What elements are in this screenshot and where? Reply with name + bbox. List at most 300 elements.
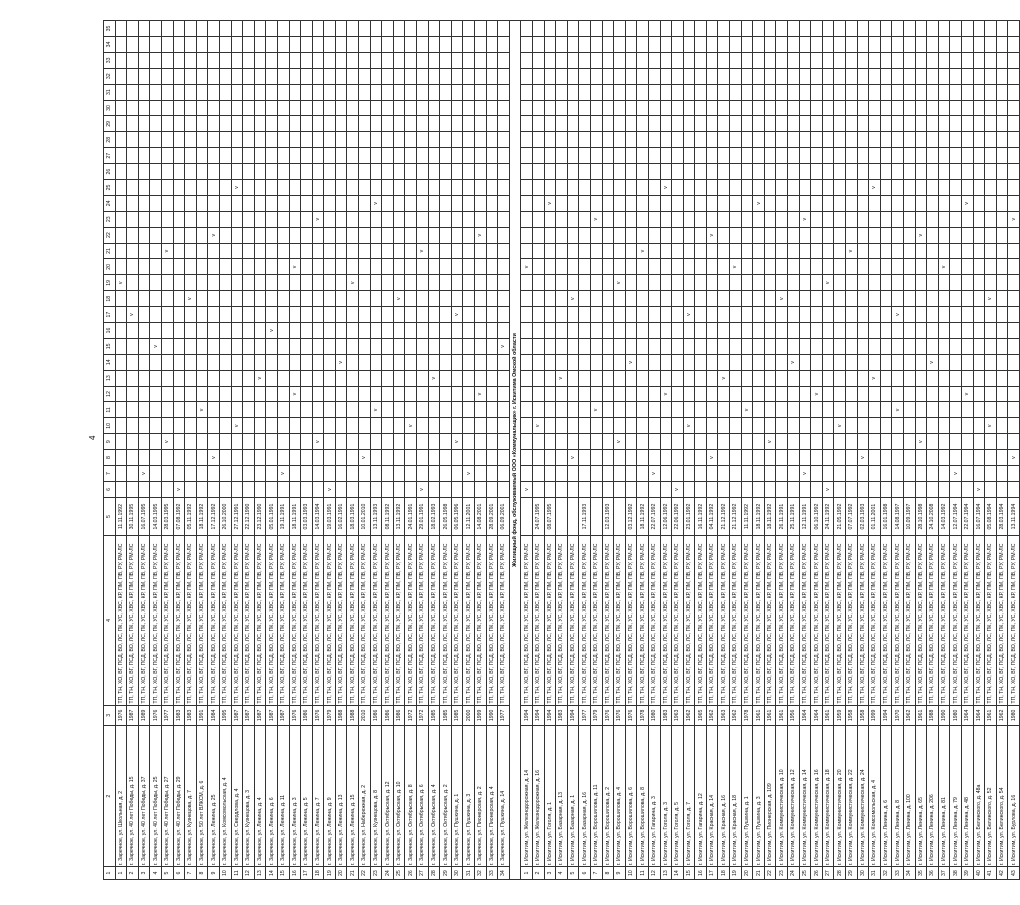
mark-cell [660,275,672,291]
mark-cell [521,164,533,180]
mark-cell [1008,275,1020,291]
mark-cell [660,148,672,164]
mark-cell: v [961,386,973,402]
year-cell: 1986 [370,705,382,726]
mark-cell [335,21,347,37]
mark-cell [405,243,417,259]
mark-cell [625,148,637,164]
mark-cell [938,481,950,497]
mark-cell [985,37,997,53]
mark-cell [753,132,765,148]
works-cell: ТП, ТН, ХО, ВГ, ПСД, ВО, ЛС, ПК, УС, ХВС, КР, ПМ, ПВ, РУ, РМ-ЛС [243,536,255,705]
mark-cell [335,307,347,323]
mark-cell [231,148,243,164]
mark-cell [312,195,324,211]
year-cell: 1956 [788,705,800,726]
mark-cell [822,466,834,482]
header-cell: 17 [104,307,116,323]
mark-cell [440,259,452,275]
mark-cell [324,132,336,148]
mark-cell [335,259,347,275]
mark-cell [324,68,336,84]
mark-cell [880,307,892,323]
mark-cell [625,418,637,434]
mark-cell [938,21,950,37]
works-cell: ТП, ТН, ХО, ВГ, ПСД, ВО, ЛС, ПК, УС, ХВС, КР, ПМ, ПВ, РУ, РМ-ЛС [637,536,649,705]
mark-cell [277,68,289,84]
mark-cell [961,132,973,148]
mark-cell [196,211,208,227]
mark-cell [150,307,162,323]
mark-cell [138,307,150,323]
mark-cell [625,338,637,354]
mark-cell [950,100,962,116]
mark-cell [834,354,846,370]
address-cell: г. Заречное, ул. Октябрьская, д. 6 [417,726,429,867]
mark-cell [927,275,939,291]
row-number: 43 [1008,867,1020,880]
mark-cell [938,148,950,164]
mark-cell [532,68,544,84]
mark-cell [532,370,544,386]
mark-cell [428,84,440,100]
mark-cell [405,434,417,450]
row-number: 8 [196,867,208,880]
mark-cell [811,132,823,148]
works-cell: ТП, ТН, ХО, ВГ, ПСД, ВО, ЛС, ПК, УС, ХВС, КР, ПМ, ПВ, РУ, РМ-ЛС [150,536,162,705]
mark-cell [417,100,429,116]
mark-cell [115,116,127,132]
header-cell: 11 [104,402,116,418]
mark-cell [996,52,1008,68]
mark-cell [231,434,243,450]
mark-cell [532,227,544,243]
mark-cell [927,227,939,243]
mark-cell [173,450,185,466]
mark-cell: v [451,307,463,323]
header-cell: 26 [104,164,116,180]
mark-cell [753,386,765,402]
date-cell: 12.03.1993 [602,497,614,535]
mark-cell [857,116,869,132]
mark-cell [602,418,614,434]
mark-cell [521,100,533,116]
mark-cell [614,450,626,466]
mark-cell [846,354,858,370]
mark-cell [289,68,301,84]
mark-cell [254,116,266,132]
mark-cell [463,211,475,227]
mark-cell [892,323,904,339]
mark-cell [185,354,197,370]
mark-cell [138,386,150,402]
mark-cell [799,84,811,100]
works-cell: ТП, ТН, ХО, ВГ, ПСД, ВО, ЛС, ПК, УС, ХВС, КР, ПМ, ПВ, РУ, РМ-ЛС [532,536,544,705]
mark-cell [672,354,684,370]
mark-cell [695,370,707,386]
mark-cell [254,481,266,497]
mark-cell [799,195,811,211]
mark-cell [127,164,139,180]
mark-cell [706,434,718,450]
mark-cell [498,370,510,386]
date-cell: 06.05.1996 [451,497,463,535]
table-row [127,21,139,880]
mark-cell [927,68,939,84]
mark-cell [417,291,429,307]
mark-cell [799,100,811,116]
mark-cell [498,481,510,497]
mark-cell [127,180,139,196]
mark-cell: v [973,481,985,497]
mark-cell: v [799,211,811,227]
mark-cell [637,354,649,370]
row-number: 22 [764,867,776,880]
mark-cell [556,37,568,53]
mark-cell [753,291,765,307]
mark-cell [1008,434,1020,450]
mark-cell [277,402,289,418]
mark-cell [138,148,150,164]
mark-cell [590,180,602,196]
mark-cell [312,52,324,68]
mark-cell [127,243,139,259]
mark-cell [846,100,858,116]
mark-cell [961,116,973,132]
mark-cell [312,37,324,53]
mark-cell [590,323,602,339]
table-row [637,21,649,880]
mark-cell [556,275,568,291]
mark-cell [753,418,765,434]
mark-cell [764,291,776,307]
mark-cell [161,370,173,386]
mark-cell [521,275,533,291]
table-row [892,21,904,880]
mark-cell [706,52,718,68]
works-cell: ТП, ТН, ХО, ВГ, ПСД, ВО, ЛС, ПК, УС, ХВС, КР, ПМ, ПВ, РУ, РМ-ЛС [521,536,533,705]
mark-cell [486,52,498,68]
address-cell: г. Заречное, ул. Октябрьская, д. 2 [440,726,452,867]
works-cell: ТП, ТН, ХО, ВГ, ПСД, ВО, ЛС, ПК, УС, ХВС, КР, ПМ, ПВ, РУ, РМ-ЛС [799,536,811,705]
mark-cell [359,148,371,164]
mark-cell [625,180,637,196]
mark-cell [393,338,405,354]
mark-cell [927,132,939,148]
mark-cell [196,164,208,180]
mark-cell [846,52,858,68]
mark-cell [486,116,498,132]
mark-cell [776,338,788,354]
mark-cell [196,259,208,275]
mark-cell [254,21,266,37]
row-number: 8 [602,867,614,880]
mark-cell [312,100,324,116]
mark-cell [880,84,892,100]
mark-cell: v [660,386,672,402]
mark-cell [776,180,788,196]
mark-cell [405,338,417,354]
mark-cell [173,418,185,434]
mark-cell [150,418,162,434]
mark-cell [161,386,173,402]
mark-cell [938,434,950,450]
mark-cell [301,164,313,180]
mark-cell [602,116,614,132]
mark-cell [161,354,173,370]
row-number: 23 [776,867,788,880]
mark-cell [532,402,544,418]
mark-cell [857,100,869,116]
mark-cell [880,195,892,211]
mark-cell [451,84,463,100]
address-cell: г. Искитим, ул. Базарная, д. 1 [567,726,579,867]
mark-cell [799,481,811,497]
mark-cell [486,402,498,418]
mark-cell [451,386,463,402]
mark-cell [903,466,915,482]
rotated-table-wrapper [103,20,1017,880]
mark-cell [718,354,730,370]
mark-cell [892,21,904,37]
mark-cell [312,354,324,370]
mark-cell [115,100,127,116]
year-cell: 1978 [741,705,753,726]
mark-cell [985,354,997,370]
mark-cell [161,402,173,418]
year-cell: 1963 [718,705,730,726]
works-cell: ТП, ТН, ХО, ВГ, ПСД, ВО, ЛС, ПК, УС, ХВС, КР, ПМ, ПВ, РУ, РМ-ЛС [776,536,788,705]
mark-cell [741,291,753,307]
mark-cell [973,100,985,116]
mark-cell [405,164,417,180]
mark-cell [417,68,429,84]
mark-cell [115,227,127,243]
mark-cell [359,481,371,497]
mark-cell [393,180,405,196]
works-cell: ТП, ТН, ХО, ВГ, ПСД, ВО, ЛС, ПК, УС, ХВС, КР, ПМ, ПВ, РУ, РМ-ЛС [347,536,359,705]
mark-cell [417,466,429,482]
year-cell: 1980 [950,705,962,726]
mark-cell [521,386,533,402]
address-cell: г. Искитим, ул. Ленина, д. 79 [950,726,962,867]
table-row [695,21,707,880]
mark-cell [196,291,208,307]
mark-cell [741,418,753,434]
mark-cell [173,148,185,164]
table-row [498,21,510,880]
mark-cell [521,243,533,259]
mark-cell [660,52,672,68]
address-cell: г. Заречное, ул. Октябрьская, д. 8 [405,726,417,867]
mark-cell [625,481,637,497]
row-number: 11 [637,867,649,880]
mark-cell [277,338,289,354]
mark-cell [463,291,475,307]
mark-cell [695,84,707,100]
mark-cell [498,84,510,100]
mark-cell [938,84,950,100]
mark-cell [811,434,823,450]
mark-cell [880,434,892,450]
mark-cell: v [405,418,417,434]
mark-cell [683,243,695,259]
mark-cell [219,434,231,450]
mark-cell [788,450,800,466]
mark-cell [115,338,127,354]
mark-cell [799,52,811,68]
row-number: 16 [289,867,301,880]
mark-cell [602,434,614,450]
mark-cell [324,323,336,339]
mark-cell [451,132,463,148]
mark-cell [417,148,429,164]
mark-cell [799,164,811,180]
mark-cell [753,481,765,497]
mark-cell [463,418,475,434]
mark-cell [370,243,382,259]
row-number: 30 [451,867,463,880]
mark-cell [243,132,255,148]
mark-cell [301,243,313,259]
mark-cell [996,418,1008,434]
mark-cell [683,323,695,339]
mark-cell [324,418,336,434]
mark-cell [393,370,405,386]
address-cell: г. Искитим, ул. Пионерская, д. 109 [764,726,776,867]
mark-cell [985,211,997,227]
mark-cell [602,323,614,339]
mark-cell [428,434,440,450]
mark-cell [706,418,718,434]
mark-cell [822,37,834,53]
mark-cell [695,180,707,196]
mark-cell: v [985,291,997,307]
mark-cell [741,481,753,497]
mark-cell [903,291,915,307]
address-cell: г. Заречное, ул. Ленина, д. 5 [301,726,313,867]
mark-cell [243,116,255,132]
mark-cell [382,450,394,466]
table-row [869,21,881,880]
mark-cell [950,386,962,402]
mark-cell: v [127,307,139,323]
mark-cell [695,195,707,211]
mark-cell [788,21,800,37]
mark-cell [880,370,892,386]
mark-cell [289,434,301,450]
mark-cell [277,354,289,370]
mark-cell [788,338,800,354]
table-row [486,21,498,880]
mark-cell [950,418,962,434]
mark-cell [834,116,846,132]
mark-cell [985,307,997,323]
year-cell: 1994 [544,705,556,726]
mark-cell [614,116,626,132]
mark-cell [532,466,544,482]
mark-cell [556,323,568,339]
mark-cell [532,386,544,402]
mark-cell [138,418,150,434]
mark-cell [927,402,939,418]
mark-cell [498,211,510,227]
mark-cell [614,148,626,164]
mark-cell [961,84,973,100]
mark-cell [869,354,881,370]
date-cell: 22.07.1994 [961,497,973,535]
mark-cell [695,291,707,307]
mark-cell [996,259,1008,275]
address-cell: г. Искитим, ул. Ворошилова, д. 2 [602,726,614,867]
mark-cell [138,164,150,180]
mark-cell [521,418,533,434]
mark-cell [150,386,162,402]
mark-cell [637,370,649,386]
mark-cell [660,370,672,386]
mark-cell [672,116,684,132]
mark-cell [776,100,788,116]
mark-cell [370,21,382,37]
mark-cell [289,307,301,323]
mark-cell [161,338,173,354]
mark-cell [834,211,846,227]
mark-cell [822,386,834,402]
mark-cell [173,132,185,148]
mark-cell [788,386,800,402]
header-cell: 3 [104,705,116,726]
mark-cell [289,195,301,211]
date-cell: 22.07.1992 [648,497,660,535]
mark-cell [382,275,394,291]
mark-cell [556,84,568,100]
mark-cell [370,354,382,370]
mark-cell [370,100,382,116]
mark-cell [428,116,440,132]
mark-cell [648,338,660,354]
mark-cell [243,354,255,370]
mark-cell [811,52,823,68]
date-cell: 26.11.1991 [776,497,788,535]
table-row [463,21,475,880]
mark-cell [834,323,846,339]
address-cell: г. Заречное, ул. Свердлова, д. 4 [231,726,243,867]
table-row [219,21,231,880]
date-cell: 24.01.1991 [405,497,417,535]
header-cell: 2 [104,726,116,867]
mark-cell [532,148,544,164]
mark-cell [811,307,823,323]
address-cell: г. Искитим, ул. Коммунистическая, д. 24 [857,726,869,867]
mark-cell [822,450,834,466]
mark-cell [370,307,382,323]
mark-cell [161,52,173,68]
mark-cell [625,164,637,180]
mark-cell [544,402,556,418]
mark-cell [602,211,614,227]
mark-cell [312,307,324,323]
mark-cell [417,323,429,339]
mark-cell [544,386,556,402]
mark-cell [556,434,568,450]
date-cell: 12.11.2001 [463,497,475,535]
mark-cell [973,323,985,339]
address-cell: г. Заречное, ул. Октябрьская, д. 12 [382,726,394,867]
mark-cell [753,323,765,339]
mark-cell [521,338,533,354]
mark-cell [451,354,463,370]
mark-cell [903,211,915,227]
